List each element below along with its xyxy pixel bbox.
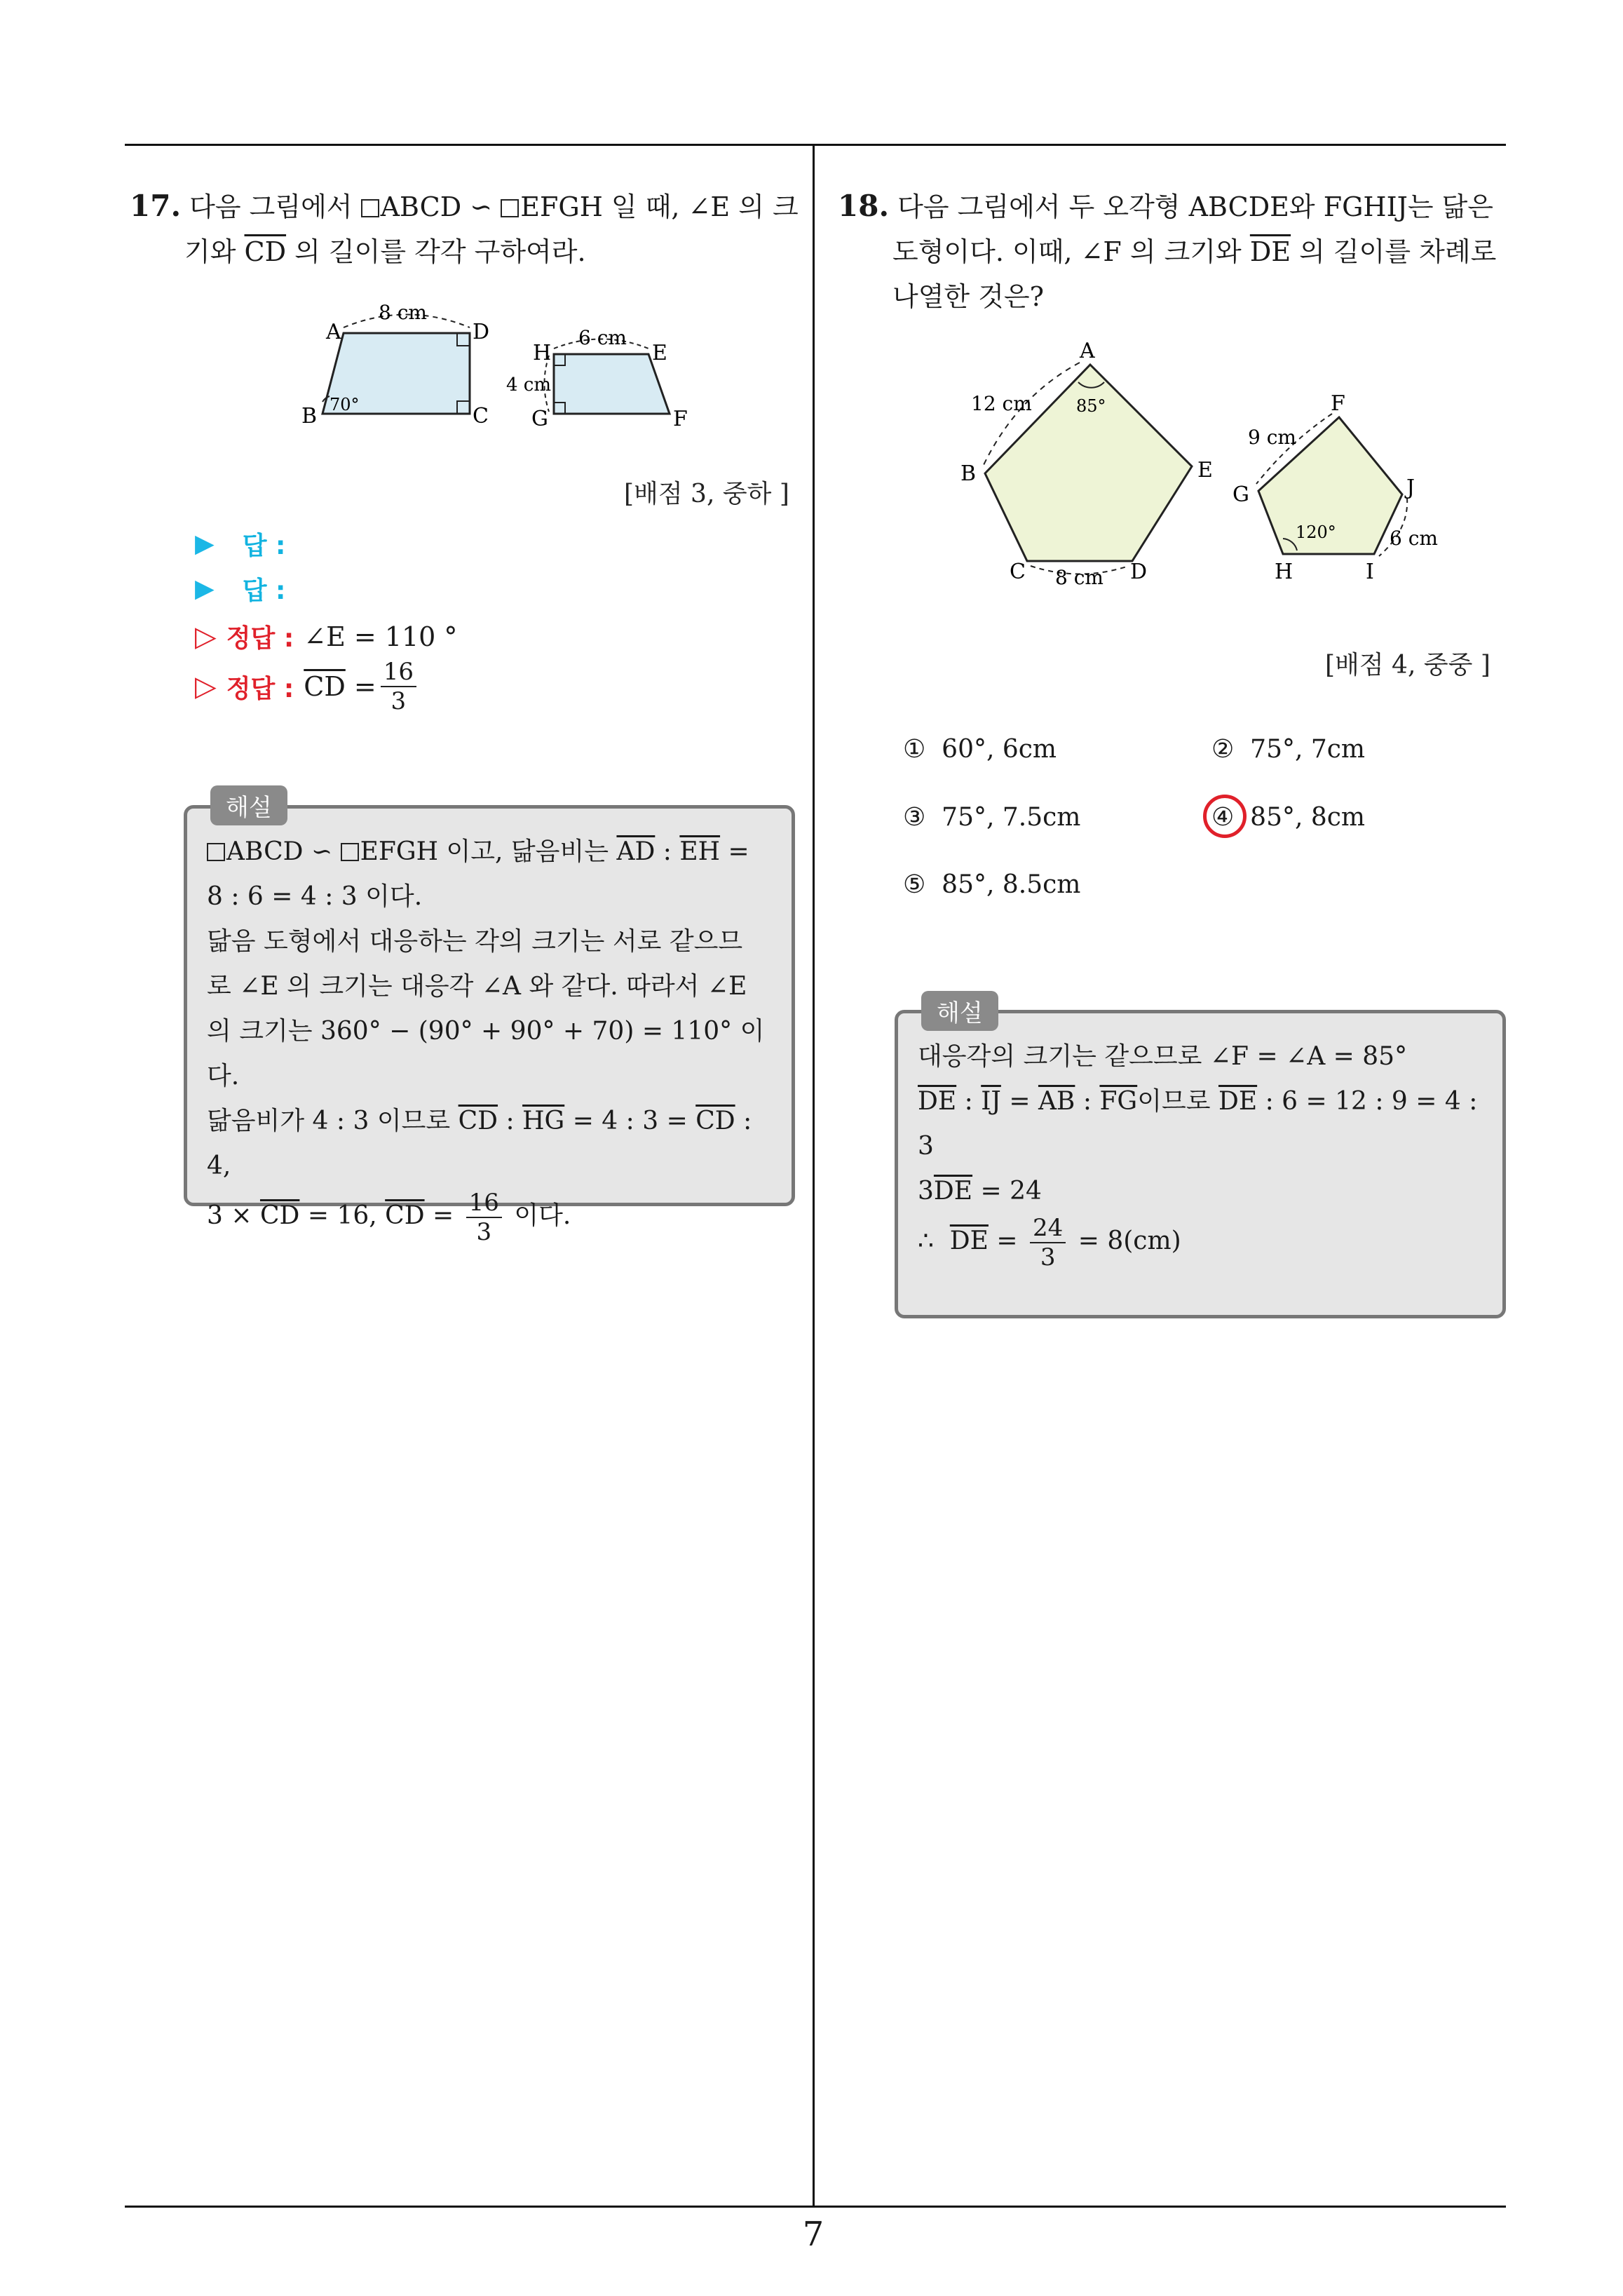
label-b: B [960,461,977,486]
question-18-text: 18. 다음 그림에서 두 오각형 ABCDE와 FGHIJ는 닮은 도형이다. 이때, ∠F 의 크기와 $\overline{DE}$ 의 길이를 차례로 나열한 것은? [838,189,1497,312]
question-17-text: 17. 다음 그림에서 ABCD ∽ EFGH 일 때, ∠E 의 크 기와 $\overline{CD}$ 의 길이를 각각 구하여라. [130,189,799,267]
answer-label: 답 : [242,532,286,560]
label-j: J [1406,475,1415,500]
question-18-figure [960,340,1507,600]
label-f: F [1331,391,1345,416]
answer-line-2 [195,571,285,607]
question-18-number: 18. [838,189,890,223]
choice-2[interactable]: ② 75°, 7cm [1211,735,1366,764]
question-17-figure [287,298,708,438]
label-d: D [1130,560,1148,584]
label-h: H [533,341,552,365]
square-symbol-icon [361,199,379,217]
page-number: 7 [802,2215,824,2254]
outline-triangle-icon: ▷ [195,670,217,703]
length-ij: 6 cm [1390,527,1438,550]
angle-b: 70° [330,395,360,414]
label-b: B [301,404,318,428]
length-he: 6 cm [578,326,627,349]
label-e: E [652,341,667,365]
length-ab: 12 cm [971,392,1032,415]
label-h: H [1275,560,1293,584]
correct-label: 정답 : [226,624,294,653]
label-c: C [473,404,489,428]
column-divider [813,144,815,2206]
square-symbol-icon [501,199,519,217]
angle-a: 85° [1076,396,1106,416]
filled-triangle-icon: ▶ [195,529,215,558]
answer-label: 답 : [242,576,286,605]
bottom-rule [125,2206,1506,2208]
label-d: D [473,320,490,344]
top-rule [125,144,1506,146]
label-i: I [1366,560,1374,584]
question-17-solution: ABCD ∽ EFGH 이고, 닮음비는 $\overline{AD}$ : $\overline{EH}$ = 8 : 6 = 4 : 3 이다. 닮음 도형에서 대응하는 각의 크기는 서로 같으므 로 ∠E 의 크기는 대응각 ∠A 와 같다. 따라서 ∠E 의 크기는 360° − (90° + 90° + 70) = 110° 이다. 닮음비가 4 : 3 이므로 $\overline{CD}$ : $\overline{HG} = 4$ : $3 = \overline{CD}$ : 4, $3 \times \overline{CD} = 16$, $\overline{CD}$ = $\frac{16}{3}$ 이다. [184,805,795,1206]
correct-label: 정답 : [226,674,294,703]
length-ad: 8 cm [379,301,427,324]
angle-h: 120° [1296,522,1336,542]
square-symbol-icon [207,843,225,861]
answer-line-1 [195,526,285,562]
correct-answer-1 [195,619,457,654]
solution-tag: 해설 [210,785,287,825]
label-g: G [1232,482,1249,507]
outline-triangle-icon: ▷ [195,620,217,653]
choice-4[interactable]: ④ 85°, 8cm [1211,803,1366,832]
label-c: C [1010,560,1026,584]
correct-value-1: ∠E = 110 ° [304,621,458,652]
label-g: G [531,407,548,431]
question-17-number: 17. [130,189,182,223]
label-f: F [673,407,688,431]
label-a: A [1080,340,1095,363]
label-e: E [1197,458,1213,482]
choice-1[interactable]: ① 60°, 6cm [903,735,1057,764]
question-17-grade: [배점 3, 중하 ] [624,480,789,508]
length-hg: 4 cm [506,374,552,396]
length-cd: 8 cm [1055,566,1103,589]
choice-3[interactable]: ③ 75°, 7.5cm [903,803,1081,832]
question-18-solution: 대응각의 크기는 같으므로 ∠F = ∠A = 85° $\overline{DE}$ : $\overline{IJ} = \overline{AB}$ : $\overline{FG}$이므로 $\overline{DE}$ : 6 = 12 : 9 = 4 : 3 $3\overline{DE} = 24$ ∴ $\overline{DE}$ = $\frac{24}{3}$ = 8(cm) [895,1010,1506,1318]
label-a: A [326,320,341,344]
filled-triangle-icon: ▶ [195,574,215,603]
square-symbol-icon [341,843,359,861]
length-fg: 9 cm [1248,426,1296,449]
correct-answer-2: ▷ 정답 : $\overline{CD}$ = $\frac{16}{3}$ [195,658,421,715]
fraction-16-3: $\frac{16}{3}$ [381,658,416,715]
solution-tag: 해설 [921,991,998,1031]
question-18-grade: [배점 4, 중중 ] [1325,651,1490,680]
choice-5[interactable]: ⑤ 85°, 8.5cm [903,870,1081,899]
